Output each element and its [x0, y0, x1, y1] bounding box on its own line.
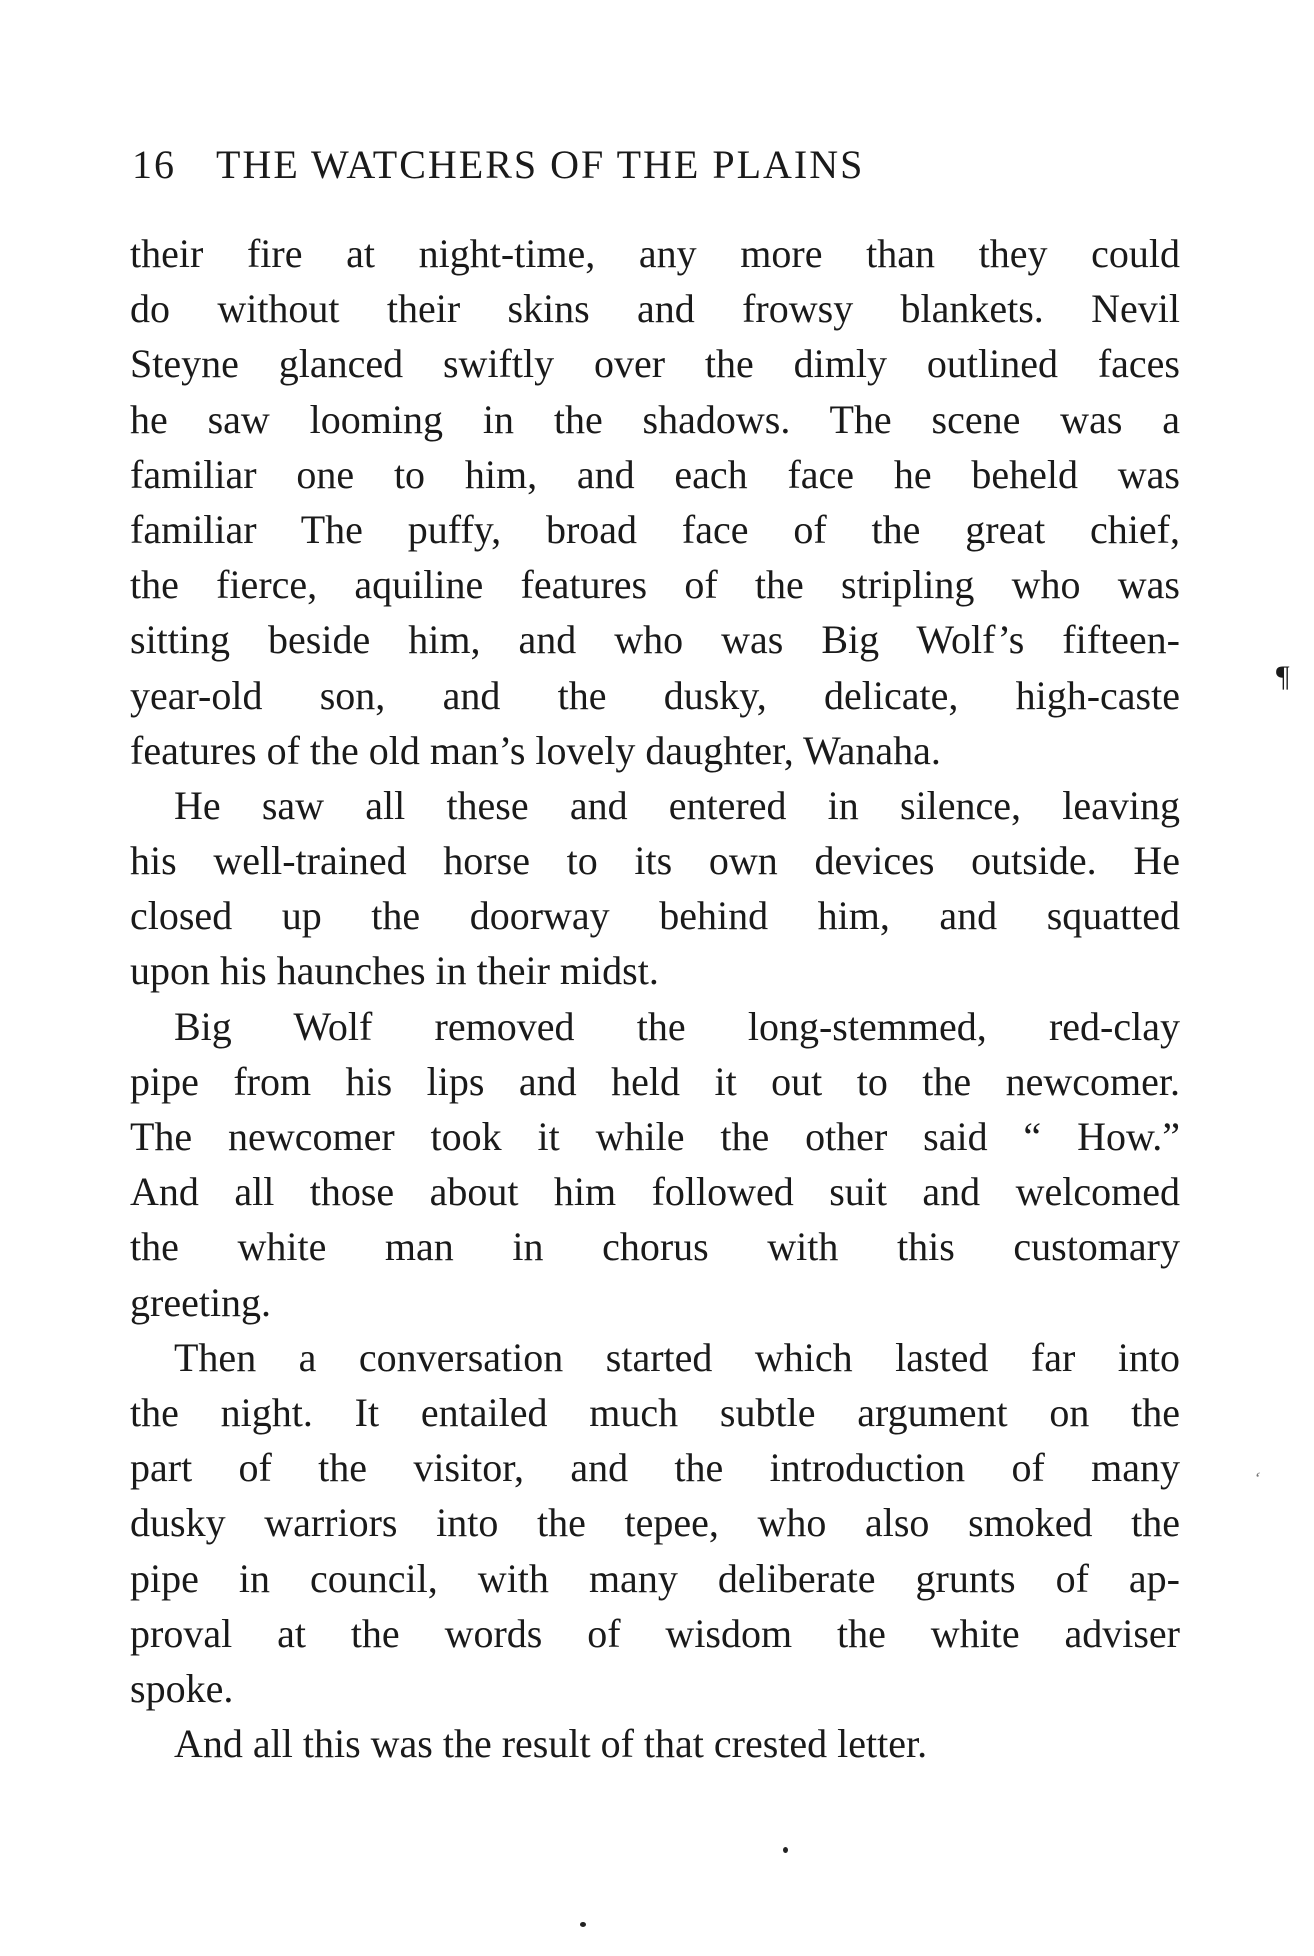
page-number: 16	[132, 142, 176, 187]
text-line: year-old son, and the dusky, delicate, high-caste	[130, 672, 1180, 718]
ink-speck	[580, 1922, 586, 1927]
text-line: familiar one to him, and each face he beheld was	[130, 451, 1180, 497]
text-line: upon his haunches in their midst.	[130, 948, 659, 994]
text-line: Then a conversation started which lasted far into	[174, 1334, 1180, 1380]
body-text	[130, 226, 1180, 1771]
text-line: closed up the doorway behind him, and squatted	[130, 893, 1180, 939]
text-line: his well-trained horse to its own devices outside. He	[130, 838, 1180, 884]
text-line: And all those about him followed suit and welcomed	[130, 1169, 1180, 1215]
text-line: And all this was the result of that crested letter.	[174, 1721, 928, 1767]
text-line: the white man in chorus with this customary	[130, 1224, 1180, 1270]
text-line: sitting beside him, and who was Big Wolf’s fifteen-	[130, 617, 1180, 663]
text-line: greeting.	[130, 1279, 272, 1325]
text-line: He saw all these and entered in silence, leaving	[174, 782, 1180, 828]
running-head	[132, 140, 1182, 190]
text-line: dusky warriors into the tepee, who also smoked the	[130, 1500, 1180, 1546]
book-title: THE WATCHERS OF THE PLAINS	[216, 142, 865, 187]
text-line: familiar The puffy, broad face of the great chief,	[130, 506, 1180, 552]
text-line: pipe in council, with many deliberate grunts of ap-	[130, 1555, 1180, 1601]
text-line: the night. It entailed much subtle argument on the	[130, 1389, 1180, 1435]
text-line: pipe from his lips and held it out to the newcomer.	[130, 1058, 1180, 1104]
text-line: The newcomer took it while the other said “ How.”	[130, 1114, 1180, 1159]
ink-speck	[783, 1847, 788, 1853]
text-line: part of the visitor, and the introduction of many	[130, 1445, 1180, 1491]
text-line: their fire at night-time, any more than they could	[130, 231, 1180, 276]
text-line: Steyne glanced swiftly over the dimly outlined faces	[130, 341, 1180, 387]
pilcrow-mark: ¶	[1276, 660, 1290, 693]
text-line: proval at the words of wisdom the white adviser	[130, 1610, 1180, 1656]
text-line: he saw looming in the shadows. The scene was a	[130, 396, 1180, 442]
text-line: do without their skins and frowsy blankets. Nevil	[130, 286, 1180, 332]
margin-tick-mark: ʻ	[1251, 1467, 1263, 1489]
text-line: spoke.	[130, 1665, 234, 1711]
text-line: features of the old man’s lovely daughter, Wanaha.	[130, 727, 941, 773]
text-line: the fierce, aquiline features of the stripling who was	[130, 562, 1180, 608]
text-line: Big Wolf removed the long-stemmed, red-clay	[174, 1003, 1180, 1049]
